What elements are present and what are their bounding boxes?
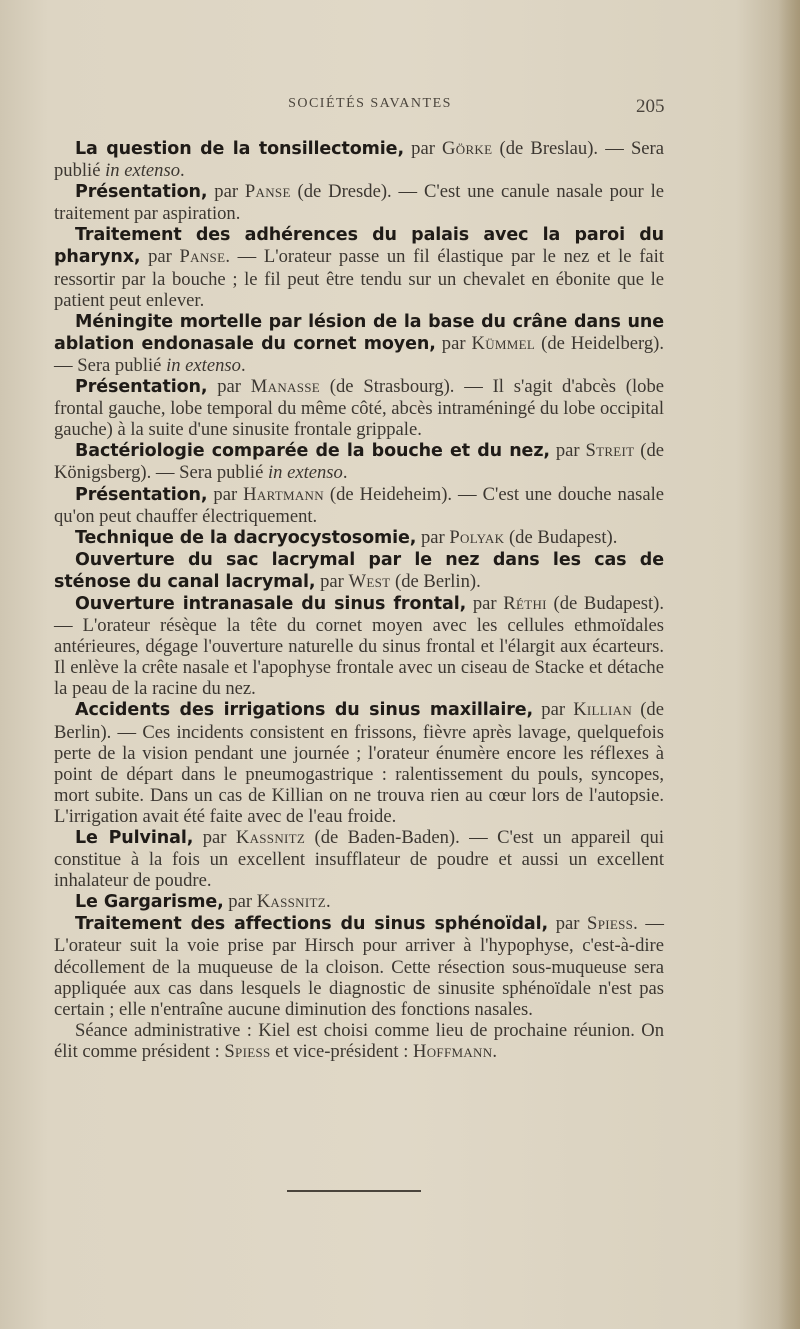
entry-author: Streit: [585, 440, 635, 462]
entry-author: Panse: [244, 181, 291, 203]
entry-by: par: [223, 891, 257, 913]
entry-heading: Bactériologie comparée de la bouche et du nez,: [75, 441, 550, 462]
vice-president-name: Hoffmann: [413, 1040, 493, 1062]
entry: [54, 138, 664, 181]
entry-author: Hartmann: [243, 483, 324, 505]
closing-text: Séance administrative : Kiel est choisi comme lieu de prochaine réunion. On élit comme président :: [54, 1019, 664, 1062]
entry-by: par: [533, 699, 574, 721]
entry-heading: Présentation,: [75, 377, 208, 398]
entry-heading: Présentation,: [75, 182, 208, 203]
entry-author: Polyak: [449, 526, 505, 548]
body-text: [54, 138, 664, 1062]
entry-tail: .: [342, 462, 348, 484]
entry-by: par: [140, 246, 180, 268]
entry-text: (de Heidelberg). — Sera publié: [54, 332, 664, 376]
entry-by: par: [315, 570, 349, 592]
entry-italic: in extenso: [166, 354, 241, 376]
entry-italic: in extenso: [105, 160, 180, 182]
entry-by: par: [416, 526, 450, 548]
entry-by: par: [466, 592, 504, 614]
entry: [54, 181, 664, 224]
entry-heading: La question de la tonsillectomie,: [75, 139, 404, 159]
entry-heading: Méningite mortelle par lésion de la base du crâne dans une ablation endonasale du cornet moyen,: [54, 311, 664, 354]
entry-by: par: [549, 440, 586, 462]
entry-author: Kassnitz: [235, 827, 306, 848]
entry-heading: Le Pulvinal,: [75, 828, 194, 848]
president-name: Spiess: [224, 1040, 271, 1062]
closing-tail: .: [492, 1040, 498, 1062]
entry-author: Panse: [179, 246, 226, 268]
page-number: 205: [636, 96, 665, 117]
entry-text: . — L'orateur passe un fil élastique par le nez et le fait ressortir par la bouche ; le fil peut être tendu sur un chevalet en ébonite que le patient peut enlever.: [54, 246, 665, 311]
entry-by: par: [207, 181, 245, 203]
entry-author: Réthi: [503, 592, 547, 614]
entry-text: (de Budapest). — L'orateur résèque la tête du cornet moyen avec les cellules ethmoïdales antérieures, dégage l'ouverture naturelle du sinus frontal et l'élargit aux écarteurs. Il enlève la crête nasale et l'apophyse frontale avec un ciseau de Stacke et détache la peau de la racine du nez.: [54, 592, 664, 700]
entry-text: (de Heideheim). — C'est une douche nasale qu'on peut chauffer électriquement.: [54, 483, 664, 527]
entry: [54, 311, 664, 376]
entry-author: Görke: [442, 138, 493, 159]
entry-heading: Traitement des affections du sinus sphénoïdal,: [75, 914, 549, 935]
entry-italic: in extenso: [267, 462, 343, 484]
entry: [54, 699, 664, 827]
entry: [54, 376, 664, 440]
entry-heading: Présentation,: [75, 484, 208, 505]
entry-by: par: [404, 138, 443, 159]
end-rule: [287, 1190, 421, 1192]
entry-by: par: [435, 332, 472, 354]
entry-text: (de Berlin). — Ces incidents consistent en frissons, fièvre après lavage, quelquefois perte de la vision pendant une journée ; l'orateur énumère encore les réflexes à point de départ dans le pneumogastrique : ralentissement du pouls, syncopes, mort subite. Dans un cas de Killian on ne trouva rien au cœur lors de l'autopsie. L'irrigation avait été faite avec de l'eau froide.: [54, 699, 664, 827]
page-edge-shadow: [778, 0, 800, 1329]
entry: [54, 891, 664, 913]
entry-text: . — L'orateur suit la voie prise par Hirsch pour arriver à l'hypophyse, c'est-à-dire décollement de la muqueuse de la cloison. Cette résection sous-muqueuse sera appliquée aux cas dans lesquels le diagnostic de sinusite sphénoïdale n'est pas certain ; elle n'entraîne aucune diminution des fonctions nasales.: [54, 913, 665, 1020]
entry-author: Manasse: [250, 376, 320, 398]
entry: [54, 913, 664, 1019]
entry-text: (de Königsberg). — Sera publié: [54, 440, 665, 484]
entry-text: (de Budapest).: [504, 526, 618, 548]
entry-author: West: [348, 570, 391, 592]
entry-heading: Le Gargarisme,: [75, 892, 224, 913]
entry-heading: Traitement des adhérences du palais avec la paroi du pharynx,: [54, 225, 664, 268]
closing-paragraph: [54, 1020, 664, 1062]
entry: [54, 593, 664, 699]
entry-tail: .: [180, 160, 185, 182]
entry-text: (de Dresde). — C'est une canule nasale pour le traitement par aspiration.: [54, 181, 664, 225]
entry: [54, 440, 664, 483]
entry-author: Kassnitz: [256, 891, 326, 913]
entry-by: par: [548, 913, 588, 935]
entry-text: (de Breslau). — Sera publié: [54, 138, 664, 182]
running-head: [0, 96, 800, 118]
entry: [54, 484, 664, 527]
entry-heading: Ouverture intranasale du sinus frontal,: [75, 593, 467, 614]
entry-text: (de Berlin).: [390, 570, 481, 592]
running-title: SOCIÉTÉS SAVANTES: [288, 96, 452, 111]
entry-heading: Technique de la dacryocystosomie,: [75, 527, 417, 548]
entry: [54, 224, 664, 310]
entry: [54, 549, 664, 593]
closing-mid: et vice-président :: [270, 1040, 414, 1062]
entry-by: par: [207, 483, 244, 505]
entry: [54, 827, 664, 891]
entry-heading: Accidents des irrigations du sinus maxillaire,: [75, 700, 534, 721]
entry-author: Spiess: [587, 913, 634, 935]
entry-text: (de Strasbourg). — Il s'agit d'abcès (lobe frontal gauche, lobe temporal du même côté, abcès intraméningé du lobe occipital gauche) à la suite d'une sinusite frontale grippale.: [54, 376, 664, 441]
entry-text: (de Baden-Baden). — C'est un appareil qui constitue à la fois un excellent insufflateur de poudre et aussi un excellent inhalateur de poudre.: [54, 827, 664, 892]
entry-author: Kümmel: [471, 332, 536, 354]
entry-tail: .: [240, 354, 246, 376]
entry: [54, 527, 664, 549]
entry-by: par: [193, 827, 236, 848]
entry-author: Killian: [573, 699, 633, 721]
entry-by: par: [207, 376, 251, 398]
entry-heading: Ouverture du sac lacrymal par le nez dans les cas de sténose du canal lacrymal,: [54, 549, 664, 592]
entry-text: .: [325, 891, 331, 913]
